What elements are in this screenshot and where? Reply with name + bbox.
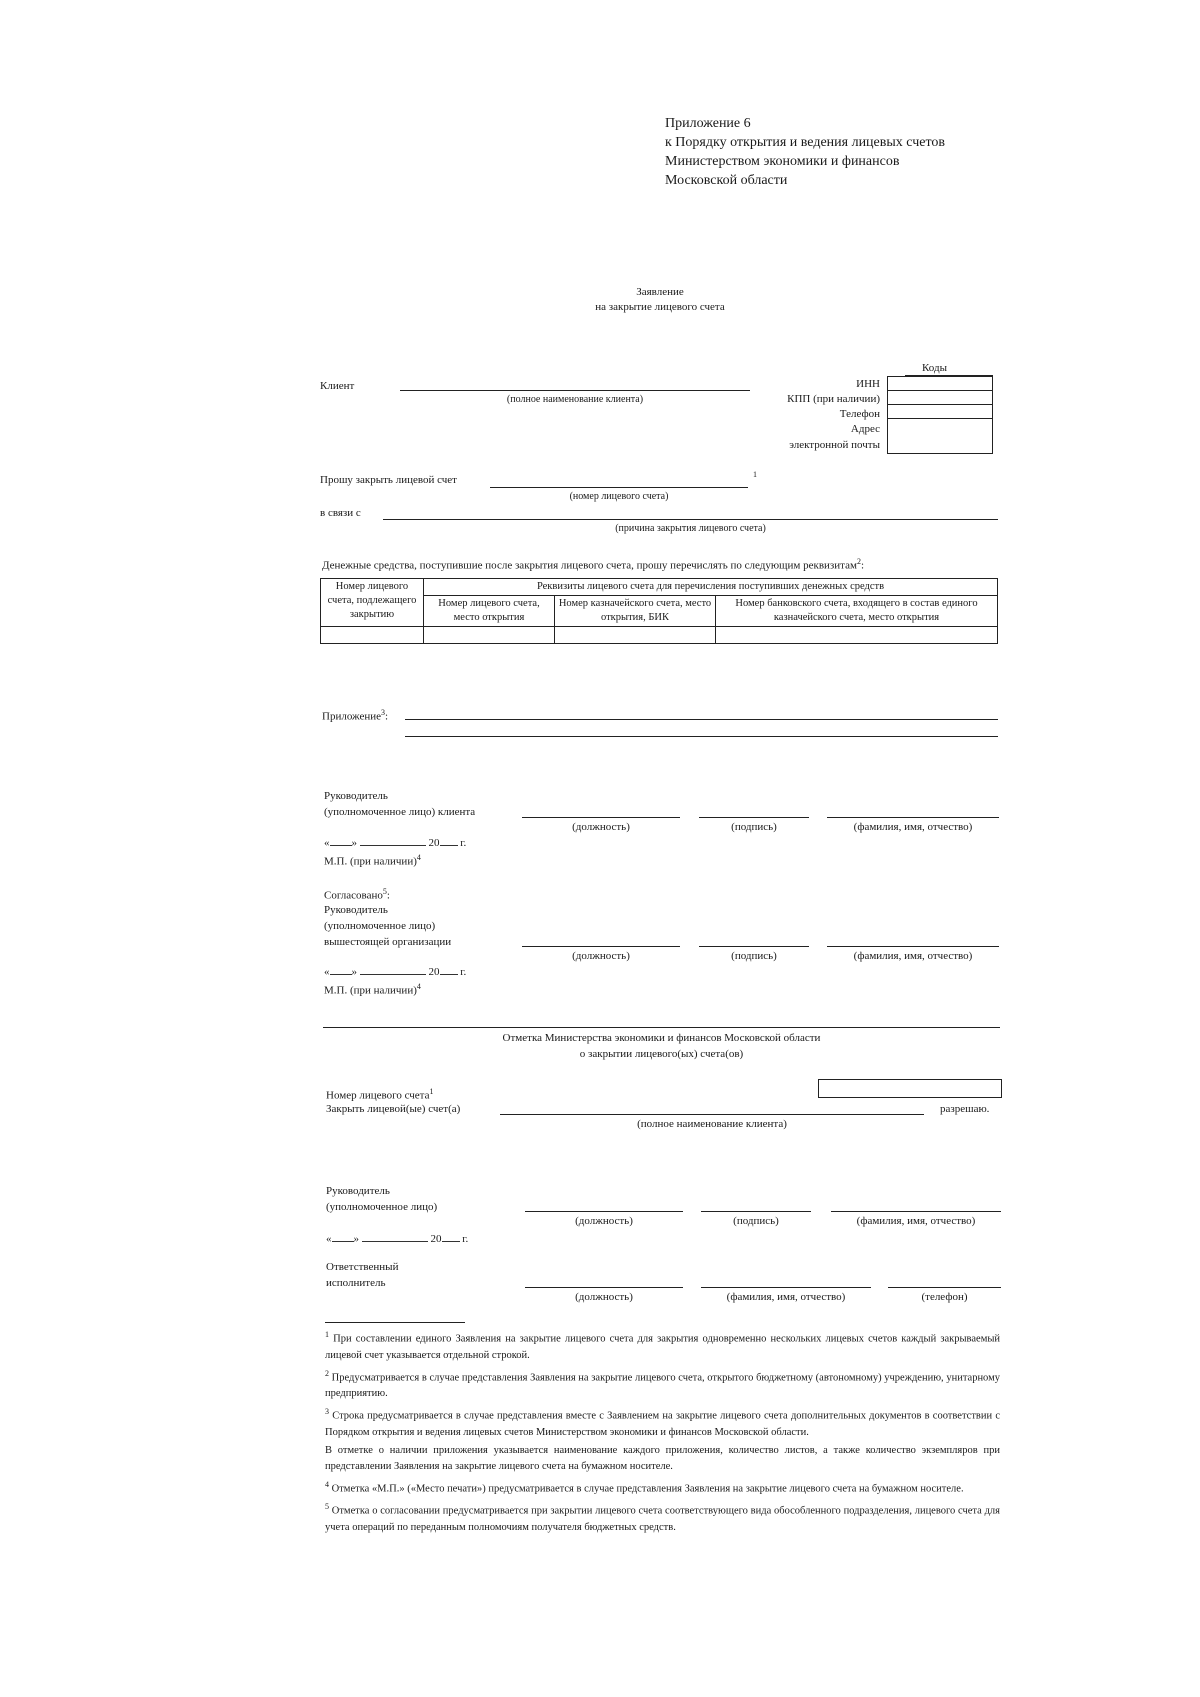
col-bank-account: Номер банковского счета, входящего в состав единого казначейского счета, место открытия (716, 596, 998, 627)
ministry-divider (323, 1027, 1000, 1028)
executor-phone-field[interactable] (888, 1287, 1001, 1288)
footnote-separator (325, 1322, 465, 1323)
footnote-2 (325, 1366, 1000, 1403)
footnote-2-text: Предусматривается в случае представления Заявления на закрытие лицевого счета, открытого бюджетному (автономному) учреждению, унитарному предприятию. (325, 1372, 1001, 1399)
agreed-head-1: Руководитель (324, 904, 388, 916)
head-label-2: (уполномоченное лицо) клиента (324, 806, 476, 818)
document-title (0, 285, 1200, 315)
date-close-quote: » (351, 966, 357, 978)
head-signature-field[interactable] (699, 817, 809, 818)
agreed-label (324, 887, 390, 902)
footnote-1 (325, 1327, 1000, 1364)
head-stamp-text: М.П. (при наличии) (324, 855, 417, 868)
ministry-head-2: (уполномоченное лицо) (326, 1201, 438, 1213)
footnote-1-text: При составлении единого Заявления на закрытие лицевого счета для закрытия одновременно нескольких лицевых счетов каждый закрываемый лицевой счет указывается отдельной строкой. (325, 1333, 1001, 1361)
agreed-fio-caption: (фамилия, имя, отчество) (853, 950, 973, 962)
kpp-field[interactable] (888, 391, 993, 405)
ministry-allowed: разрешаю. (940, 1103, 990, 1115)
date-month-field[interactable] (360, 974, 426, 975)
attachment-text: Приложение (322, 710, 382, 723)
codes-title: Коды (922, 362, 947, 374)
date-year-field[interactable] (440, 974, 458, 975)
date-year-suffix: г. (460, 966, 467, 978)
executor-position-field[interactable] (525, 1287, 683, 1288)
footnote-5 (325, 1499, 1000, 1536)
reason-field[interactable] (383, 519, 998, 520)
head-position-caption: (должность) (572, 821, 630, 833)
agreed-head-2: (уполномоченное лицо) (324, 920, 436, 932)
date-day-field[interactable] (330, 845, 352, 846)
agreed-signature-field[interactable] (699, 946, 809, 947)
appendix-line-2: к Порядку открытия и ведения лицевых счетов (665, 135, 946, 150)
title-line-2: на закрытие лицевого счета (595, 301, 725, 313)
attachment-field-1[interactable] (405, 719, 998, 720)
date-year-suffix: г. (460, 837, 467, 849)
ministry-account-sup: 1 (429, 1087, 434, 1096)
head-fio-caption: (фамилия, имя, отчество) (853, 821, 973, 833)
agreed-signature-caption: (подпись) (731, 950, 777, 962)
title-line-1: Заявление (636, 286, 684, 298)
date-year-suffix: г. (462, 1233, 469, 1245)
appendix-line-1: Приложение 6 (665, 116, 751, 131)
cell-account-to-close[interactable] (321, 627, 424, 644)
funds-sup: 2 (856, 557, 861, 566)
head-date (324, 837, 466, 849)
date-year-prefix: 20 (428, 966, 440, 978)
agreed-text: Согласовано (324, 889, 383, 902)
executor-label-1: Ответственный (326, 1261, 399, 1273)
ministry-date (326, 1233, 468, 1245)
appendix-line-4: Московской области (665, 173, 788, 188)
cell-treasury-account[interactable] (555, 627, 716, 644)
date-close-quote: » (351, 837, 357, 849)
footnote-4-num: 4 (325, 1479, 329, 1489)
ministry-position-field[interactable] (525, 1211, 683, 1212)
executor-position-caption: (должность) (575, 1291, 633, 1303)
date-year-prefix: 20 (428, 837, 440, 849)
ministry-fio-caption: (фамилия, имя, отчество) (856, 1215, 976, 1227)
ministry-client-field[interactable] (500, 1114, 924, 1115)
reason-caption: (причина закрытия лицевого счета) (615, 523, 766, 534)
footnote-5-text: Отметка о согласовании предусматривается при закрытии лицевого счета соответствующего вида обособленного подразделения, лицевого счета для учета операций по переданным полномочиям получателя бюджетных средств. (325, 1505, 1000, 1533)
executor-label-2: исполнитель (326, 1277, 386, 1289)
col-treasury-account: Номер казначейского счета, место открытия, БИК (555, 596, 716, 627)
footnote-2-num: 2 (325, 1368, 329, 1378)
phone-label: Телефон (839, 408, 880, 420)
ministry-title-2: о закрытии лицевого(ых) счета(ов) (579, 1048, 744, 1060)
funds-text-main: Денежные средства, поступившие после закрытия лицевого счета, прошу перечислять по следующим реквизитам (322, 559, 857, 572)
funds-suffix: : (860, 559, 865, 572)
client-name-field[interactable] (400, 390, 750, 391)
client-name-caption: (полное наименование клиента) (506, 394, 644, 405)
agreed-date (324, 966, 466, 978)
ministry-title-1: Отметка Министерства экономики и финансов Московской области (502, 1032, 821, 1044)
account-number-caption: (номер лицевого счета) (569, 491, 669, 502)
date-year-field[interactable] (442, 1241, 460, 1242)
email-field[interactable] (888, 419, 993, 454)
head-position-field[interactable] (522, 817, 680, 818)
footnote-4-text: Отметка «М.П.» («Место печати») предусматривается в случае представления Заявления на закрытие лицевого счета на бумажном носителе. (331, 1483, 964, 1494)
executor-fio-caption: (фамилия, имя, отчество) (726, 1291, 846, 1303)
email-label-1: Адрес (850, 423, 880, 435)
cell-personal-account[interactable] (424, 627, 555, 644)
agreed-stamp (324, 982, 421, 997)
agreed-head-3: вышестоящей организации (324, 936, 452, 948)
col-group-requisites: Реквизиты лицевого счета для перечисления поступивших денежных средств (424, 579, 998, 596)
head-fio-field[interactable] (827, 817, 999, 818)
footnote-3-text: Строка предусматривается в случае представления вместе с Заявлением на закрытие лицевого счета дополнительных документов в соответствии с Порядком открытия и ведения лицевых счетов Министерством экономики и финансов Московской области. (325, 1410, 1000, 1438)
client-label: Клиент (320, 380, 355, 392)
footnote-5-num: 5 (325, 1502, 329, 1511)
date-day-field[interactable] (332, 1241, 354, 1242)
head-stamp-sup: 4 (416, 853, 421, 862)
col-personal-account: Номер лицевого счета, место открытия (424, 596, 555, 627)
footnote-4 (325, 1477, 1000, 1498)
agreed-stamp-sup: 4 (416, 982, 421, 991)
ministry-fio-field[interactable] (831, 1211, 1001, 1212)
ministry-signature-field[interactable] (701, 1211, 811, 1212)
kpp-label: КПП (при наличии) (787, 393, 880, 405)
codes-table (887, 376, 993, 454)
date-month-field[interactable] (362, 1241, 428, 1242)
cell-bank-account[interactable] (716, 627, 998, 644)
agreed-position-caption: (должность) (572, 950, 630, 962)
date-day-field[interactable] (330, 974, 352, 975)
table-row (321, 627, 998, 644)
email-label-2: электронной почты (789, 439, 880, 451)
attachment-suffix: : (385, 710, 389, 723)
funds-text (322, 557, 864, 572)
ministry-position-caption: (должность) (575, 1215, 633, 1227)
ministry-account-label (326, 1087, 433, 1102)
inn-field[interactable] (888, 377, 993, 391)
reason-label: в связи с (320, 507, 361, 519)
ministry-signature-caption: (подпись) (733, 1215, 779, 1227)
agreed-position-field[interactable] (522, 946, 680, 947)
attachment-label (322, 708, 388, 723)
ministry-client-caption: (полное наименование клиента) (637, 1118, 787, 1130)
account-number-field[interactable] (490, 487, 748, 488)
head-signature-caption: (подпись) (731, 821, 777, 833)
agreed-suffix: : (386, 889, 390, 902)
footnote-3b: В отметке о наличии приложения указывается наименование каждого приложения, количество листов, а также количество экземпляров при представлении Заявления на закрытие лицевого счета на бумажном носителе. (325, 1444, 1000, 1472)
ministry-account-field[interactable] (818, 1079, 1002, 1098)
date-open-quote: « (324, 966, 330, 978)
date-year-field[interactable] (440, 845, 458, 846)
agreed-fio-field[interactable] (827, 946, 999, 947)
date-close-quote: » (353, 1233, 359, 1245)
executor-phone-caption: (телефон) (921, 1291, 968, 1303)
executor-fio-field[interactable] (701, 1287, 871, 1288)
phone-field[interactable] (888, 405, 993, 419)
agreed-stamp-text: М.П. (при наличии) (324, 984, 417, 997)
footnotes (325, 1327, 1000, 1538)
agreed-sup: 5 (382, 887, 387, 896)
footnote-3-num: 3 (325, 1407, 329, 1416)
ministry-head-1: Руководитель (326, 1185, 390, 1197)
requisites-table (320, 578, 998, 644)
appendix-header (665, 114, 945, 190)
date-year-prefix: 20 (430, 1233, 442, 1245)
head-label-1: Руководитель (324, 790, 388, 802)
footnote-3 (325, 1404, 1000, 1441)
request-label: Прошу закрыть лицевой счет (320, 474, 457, 486)
col-account-to-close: Номер лицевого счета, подлежащего закрытию (321, 579, 424, 627)
footnote-1-num: 1 (325, 1330, 329, 1339)
inn-label: ИНН (856, 378, 880, 390)
request-sup: 1 (753, 470, 757, 479)
date-open-quote: « (326, 1233, 332, 1245)
date-open-quote: « (324, 837, 330, 849)
ministry-account-text: Номер лицевого счета (326, 1089, 430, 1102)
ministry-close-label: Закрыть лицевой(ые) счет(а) (326, 1103, 461, 1115)
head-stamp (324, 853, 421, 868)
appendix-line-3: Министерством экономики и финансов (665, 154, 900, 169)
attachment-sup: 3 (381, 708, 386, 717)
date-month-field[interactable] (360, 845, 426, 846)
attachment-field-2[interactable] (405, 736, 998, 737)
